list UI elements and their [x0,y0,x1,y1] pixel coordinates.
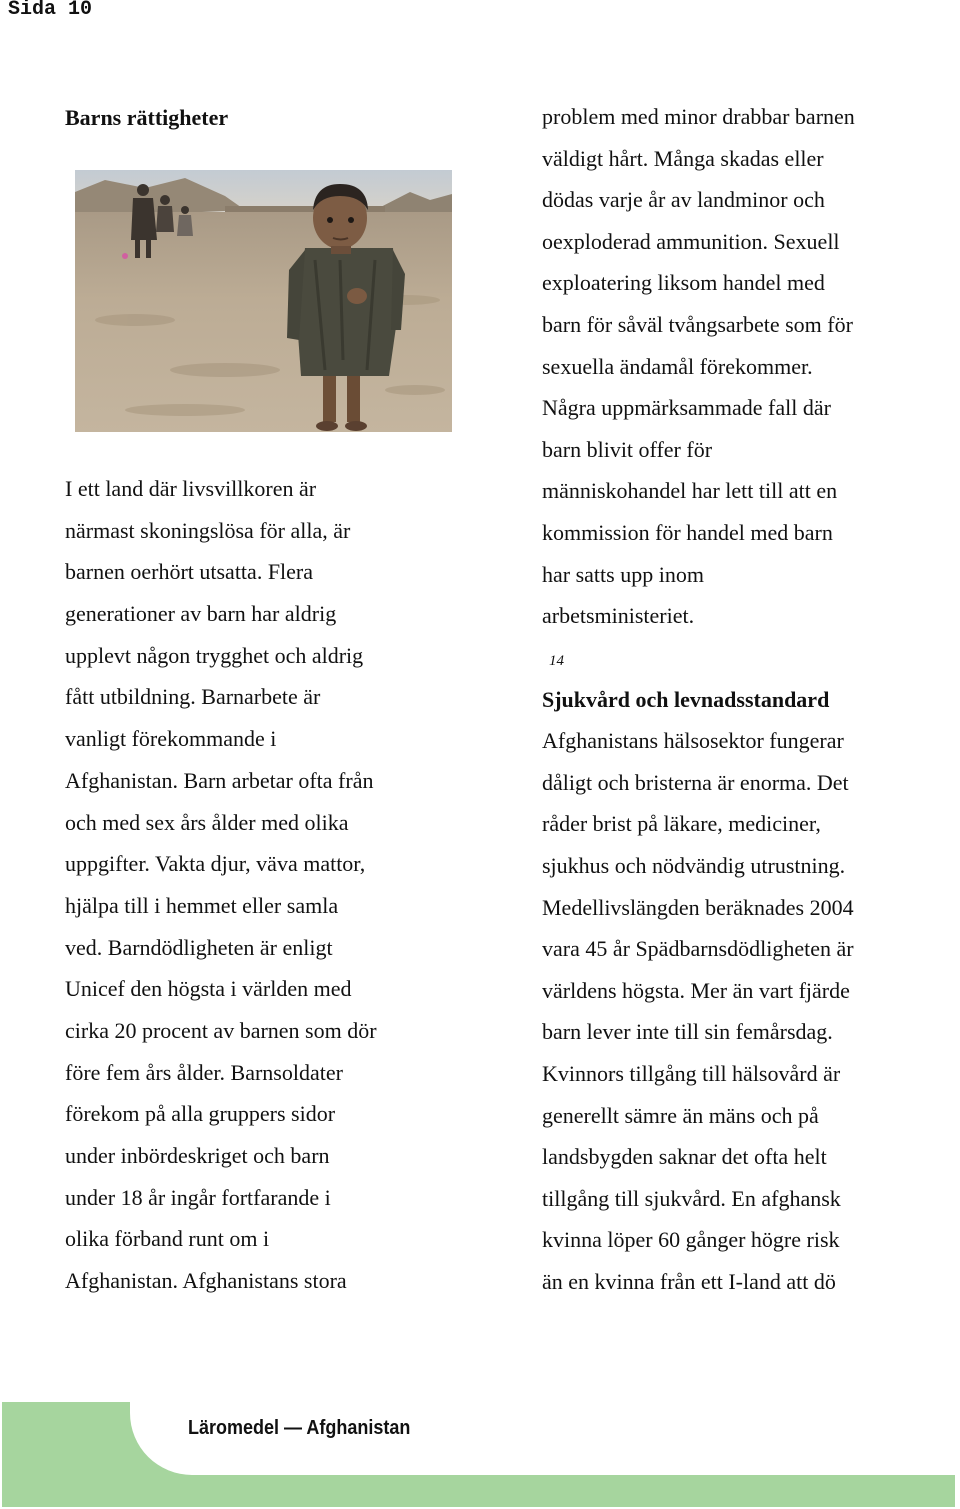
text-line: cirka 20 procent av barnen som dör [65,1017,377,1043]
text-line: hjälpa till i hemmet eller samla [65,892,339,918]
text-line: kommission för handel med barn [542,520,833,546]
text-line: Medellivslängden beräknades 2004 [542,894,854,920]
section-heading-healthcare: Sjukvård och levnadsstandard [542,686,830,712]
text-line: Afghanistan. Afghanistans stora [65,1268,347,1294]
text-line: före fem års ålder. Barnsoldater [65,1059,343,1085]
text-line: under 18 år ingår fortfarande i [65,1184,331,1210]
text-line: råder brist på läkare, mediciner, [542,811,821,837]
text-line: landsbygden saknar det ofta helt [542,1144,827,1170]
text-line: och med sex års ålder med olika [65,809,349,835]
left-column-text [65,468,377,1302]
text-line: generellt sämre än mäns och på [542,1102,819,1128]
text-line: barn för såväl tvångsarbete som för [542,312,853,338]
text-line: arbetsministeriet. [542,603,695,629]
photo-children-in-desert [75,170,452,432]
text-line: kvinna löper 60 gånger högre risk [542,1227,840,1253]
text-line: Kvinnors tillgång till hälsovård är [542,1061,841,1087]
text-line: uppgifter. Vakta djur, väva mattor, [65,851,366,877]
text-line: problem med minor drabbar barnen [542,104,855,129]
text-line: väldigt hårt. Många skadas eller [542,145,824,171]
text-line: dödas varje år av landminor och [542,187,825,213]
text-line: Unicef den högsta i världen med [65,976,352,1002]
text-line: fått utbildning. Barnarbete är [65,684,321,710]
photo-image [75,170,452,432]
text-line: Några uppmärksammade fall där [542,395,831,421]
footer-title: Läromedel — Afghanistan [188,1417,411,1439]
text-line: världens högsta. Mer än vart fjärde [542,977,850,1003]
page-number-label: Sida 10 [8,0,93,21]
text-line: exploatering liksom handel med [542,270,825,296]
text-line: vanligt förekommande i [65,726,277,752]
text-line: I ett land där livsvillkoren är [65,476,317,501]
text-line: barn blivit offer för [542,436,713,462]
text-line: sjukhus och nödvändig utrustning. [542,852,846,878]
text-line: Afghanistans hälsosektor fungerar [542,728,844,754]
text-line: ved. Barndödligheten är enligt [65,934,333,960]
text-line: närmast skoningslösa för alla, är [65,517,351,543]
footer-band [2,1402,955,1507]
text-line: oexploderad ammunition. Sexuell [542,228,840,254]
text-line: människohandel har lett till att en [542,478,838,504]
text-line: förekom på alla gruppers sidor [65,1101,336,1127]
text-line: under inbördeskriget och barn [65,1143,330,1168]
text-line: olika förband runt om i [65,1226,270,1252]
text-line: barn lever inte till sin femårsdag. [542,1019,833,1045]
text-line: barnen oerhört utsatta. Flera [65,559,314,585]
section-heading-childrens-rights: Barns rättigheter [65,105,229,130]
text-line: tillgång till sjukvård. En afghansk [542,1185,841,1211]
footnote-marker: 14 [549,652,564,669]
text-line: sexuella ändamål förekommer. [542,353,813,379]
text-line: Afghanistan. Barn arbetar ofta från [65,767,374,793]
text-line: vara 45 år Spädbarnsdödligheten är [542,936,854,962]
text-line: generationer av barn har aldrig [65,601,337,627]
text-line: upplevt någon trygghet och aldrig [65,642,364,668]
right-column-text [542,96,855,1303]
text-line: dåligt och bristerna är enorma. Det [542,769,849,795]
text-line: har satts upp inom [542,561,704,587]
text-line: än en kvinna från ett I-land att dö [542,1269,836,1295]
right-column-paragraph-bottom [542,720,855,1303]
right-column-paragraph-top [542,96,855,637]
